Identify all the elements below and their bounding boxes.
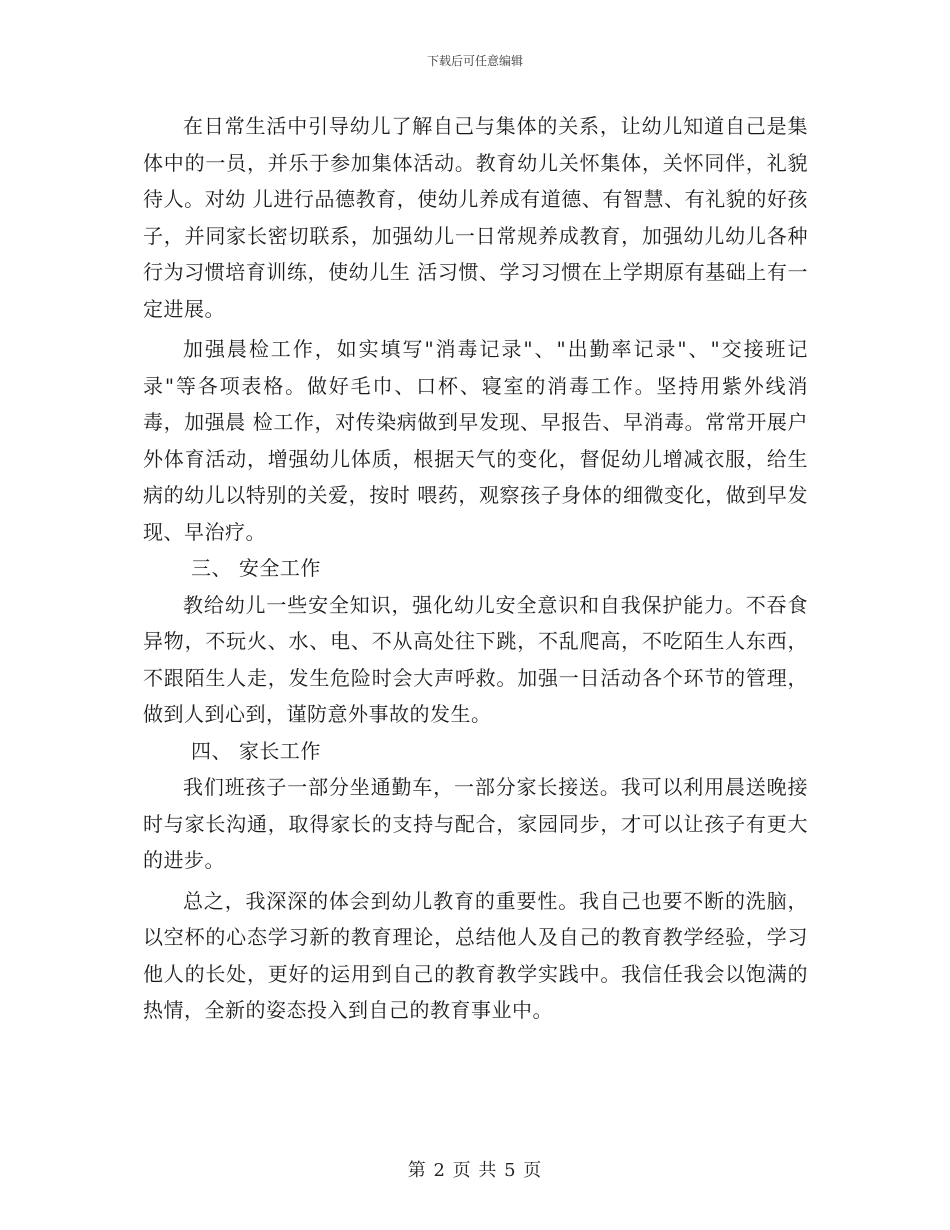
paragraph-morning-check: 加强晨检工作，如实填写"消毒记录"、"出勤率记录"、"交接班记录"等各项表格。做好毛巾、口杯、寝室的消毒工作。坚持用紫外线消毒，加强晨 检工作，对传染病做到早发现、早报告、早消毒。常常开展户外体育活动，增强幼儿体质，根据天气的变化，督促幼儿增减衣服，给生病的幼儿以特别的关爱，按时 喂药，观察孩子身体的细微变化，做到早发现、早治疗。: [143, 337, 808, 544]
page-header: 下载后可任意编辑: [426, 54, 523, 68]
document-body: [143, 108, 808, 1029]
page-number-footer: 第 2 页 共 5 页: [407, 1160, 543, 1181]
section-heading-parents: 四、 家长工作: [191, 738, 321, 763]
section-heading-safety: 三、 安全工作: [191, 556, 321, 580]
paragraph-conclusion: 总之，我深深的体会到幼儿教育的重要性。我自己也要不断的洗脑，以空杯的心态学习新的教育理论，总结他人及自己的教育教学经验，学习他人的长处，更好的运用到自己的教育教学实践中。我信任我会以饱满的热情，全新的姿态投入到自己的教育事业中。: [143, 888, 808, 1022]
paragraph-safety-work: 教给幼儿一些安全知识，强化幼儿安全意识和自我保护能力。不吞食异物，不玩火、水、电、不从高处往下跳，不乱爬高，不吃陌生人东西，不跟陌生人走，发生危险时会大声呼救。加强一日活动各个环节的管理，做到人到心到，谨防意外事故的发生。: [143, 592, 808, 726]
paragraph-parent-work: 我们班孩子一部分坐通勤车，一部分家长接送。我可以利用晨送晚接时与家长沟通，取得家长的支持与配合，家园同步，才可以让孩子有更大的进步。: [143, 775, 808, 872]
paragraph-daily-life-education: 在日常生活中引导幼儿了解自己与集体的关系，让幼儿知道自己是集体中的一员，并乐于参加集体活动。教育幼儿关怀集体，关怀同伴，礼貌待人。对幼 儿进行品德教育，使幼儿养成有道德、有智慧、有礼貌的好孩子，并同家长密切联系，加强幼儿一日常规养成教育，加强幼儿幼儿各种行为习惯培育训练，使幼儿生 活习惯、学习习惯在上学期原有基础上有一定进展。: [143, 114, 808, 321]
